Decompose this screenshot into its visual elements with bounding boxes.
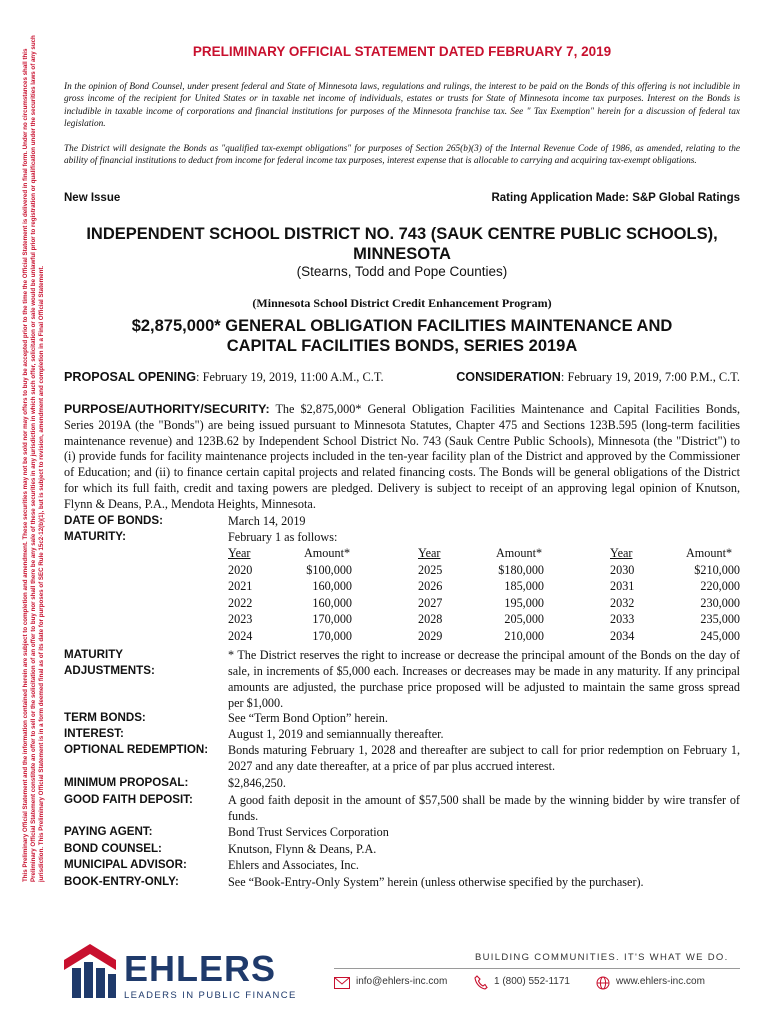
maturity-adjustments-value: * The District reserves the right to increase or decrease the principal amount of the Bonds on the day of sale, in increments of $5,000 each. Increases or decreases may be made in any maturity. If any principal amounts are adjusted, the purchase price proposed will be adjusted to maintain the same gross spread per $1,000. bbox=[228, 648, 740, 711]
maturity-year: 2029 bbox=[418, 629, 443, 643]
maturity-year: 2021 bbox=[228, 579, 253, 594]
maturity-amount: 170,000 bbox=[312, 612, 352, 627]
sidebar-notice-text: This Preliminary Official Statement and the information contained herein are subject to completion and amendment. These securities may not be sold nor may offers to buy be accepted prior to the time the Official Statement is delivered in final form. Under no circumstances shall this Preliminary Official Statement constitute an offer to sell or the solicitation of an offer to buy nor shall there be any sale of these securities in any jurisdiction in which such offer, solicitation or sale would be unlawful prior to registration or qualification under the securities laws of any such jurisdiction. This Preliminary Official Statement is in a form deemed final as of its date for purposes of SEC Rule 15c2-12(b)(1), but is subject to revision, amendment and completion in a Final Official Statement. bbox=[22, 35, 46, 882]
issuer-title bbox=[64, 224, 740, 264]
document-header: PRELIMINARY OFFICIAL STATEMENT DATED FEBRUARY 7, 2019 bbox=[192, 44, 612, 59]
maturity-year: 2025 bbox=[418, 562, 443, 577]
maturity-year: 2027 bbox=[418, 595, 443, 610]
tax-opinion-paragraph: In the opinion of Bond Counsel, under present federal and State of Minnesota laws, regulations and rulings, the interest to be paid on the Bonds of this offering is not includible in gross income of the recipient for United States or in taxable net income of individuals, estates or trusts for State of Minnesota income tax purposes. Interest on the Bonds is includible in taxable income of corporations and financial institutions for purposes of the Minnesota franchise tax. See " Tax Exemption" herein for a discussion of federal tax legislation. bbox=[64, 82, 740, 130]
maturity-amount: 245,000 bbox=[700, 629, 740, 643]
minimum-proposal-label: MINIMUM PROPOSAL: bbox=[64, 776, 189, 789]
consideration-value: : February 19, 2019, 7:00 P.M., C.T. bbox=[560, 370, 740, 384]
purpose-label: PURPOSE/AUTHORITY/SECURITY: bbox=[64, 402, 270, 416]
maturity-amount: 210,000 bbox=[504, 629, 544, 643]
bond-counsel-label: BOND COUNSEL: bbox=[64, 842, 162, 855]
issuer-title-line1: INDEPENDENT SCHOOL DISTRICT NO. 743 (SAUK CENTRE PUBLIC SCHOOLS), bbox=[86, 225, 718, 243]
new-issue-label: New Issue bbox=[64, 192, 121, 204]
bond-title-line1: $2,875,000* GENERAL OBLIGATION FACILITIES MAINTENANCE AND bbox=[131, 317, 673, 335]
amount-header: Amount* bbox=[496, 546, 543, 560]
maturity-year: 2020 bbox=[228, 562, 253, 577]
maturity-year: 2026 bbox=[418, 579, 443, 594]
purpose-text: The $2,875,000* General Obligation Facilities Maintenance and Capital Facilities Bonds, Series 2019A (the "Bonds") are being issued pursuant to Minnesota Statutes, Chapter 475 and Sections 123B.595 (long-term facilities maintenance revenue) and 123B.62 by Independent School District No. 743 (Sauk Centre Public Schools), Minnesota (the "District") to (i) provide funds for facility maintenance projects included in the ten-year facility plan of the District and approved by the Commissioner of Education; and (ii) to finance certain capital projects and related financing costs. The Bonds will be general obligations of the District for which its full faith, credit and taxing powers are pledged. Delivery is subject to receipt of an approving legal opinion of Knutson, Flynn & Deans, P.A., Mendota Heights, Minnesota. bbox=[64, 402, 740, 511]
optional-redemption-value: Bonds maturing February 1, 2028 and thereafter are subject to call for prior redemption on February 1, 2027 and any date thereafter, at a price of par plus accrued interest. bbox=[228, 743, 740, 774]
year-header: Year bbox=[228, 546, 251, 560]
interest-label: INTEREST: bbox=[64, 727, 124, 740]
book-entry-label: BOOK-ENTRY-ONLY: bbox=[64, 875, 179, 888]
ehlers-logo-icon bbox=[62, 942, 118, 1000]
book-entry-value: See “Book-Entry-Only System” herein (unless otherwise specified by the purchaser). bbox=[228, 875, 644, 889]
municipal-advisor-value: Ehlers and Associates, Inc. bbox=[228, 858, 359, 872]
maturity-amount: 205,000 bbox=[504, 612, 544, 627]
sidebar-notice bbox=[22, 20, 64, 882]
date-of-bonds-label: DATE OF BONDS: bbox=[64, 514, 163, 527]
maturity-year: 2033 bbox=[610, 612, 635, 627]
optional-redemption-label: OPTIONAL REDEMPTION: bbox=[64, 743, 209, 756]
maturity-amount: 195,000 bbox=[504, 595, 544, 610]
maturity-amount: 220,000 bbox=[700, 579, 740, 594]
maturity-amount: 230,000 bbox=[700, 595, 740, 610]
globe-icon bbox=[596, 976, 610, 990]
amount-header: Amount* bbox=[686, 546, 733, 560]
bond-counsel-value: Knutson, Flynn & Deans, P.A. bbox=[228, 842, 377, 856]
year-header: Year bbox=[418, 546, 441, 560]
logo-tagline: LEADERS IN PUBLIC FINANCE bbox=[124, 990, 297, 1001]
issuer-title-line2: MINNESOTA bbox=[353, 245, 451, 263]
paying-agent-value: Bond Trust Services Corporation bbox=[228, 825, 389, 839]
municipal-advisor-label: MUNICIPAL ADVISOR: bbox=[64, 858, 187, 871]
program-name: (Minnesota School District Credit Enhancement Program) bbox=[252, 296, 552, 310]
interest-value: August 1, 2019 and semiannually thereafter. bbox=[228, 727, 444, 741]
maturity-amount: 185,000 bbox=[504, 579, 544, 594]
year-header: Year bbox=[610, 546, 633, 560]
proposal-row bbox=[64, 370, 740, 386]
maturity-year: 2032 bbox=[610, 595, 635, 610]
phone-icon bbox=[474, 975, 488, 990]
phone-link[interactable]: 1 (800) 552-1171 bbox=[494, 976, 570, 987]
maturity-amount: 160,000 bbox=[312, 595, 352, 610]
bond-title bbox=[64, 316, 740, 356]
maturity-amount: 170,000 bbox=[312, 629, 352, 643]
term-bonds-label: TERM BONDS: bbox=[64, 711, 146, 724]
consideration-label: CONSIDERATION bbox=[456, 370, 561, 384]
maturity-year: 2031 bbox=[610, 579, 635, 594]
date-of-bonds-value: March 14, 2019 bbox=[228, 514, 306, 528]
bond-title-line2: CAPITAL FACILITIES BONDS, SERIES 2019A bbox=[226, 337, 578, 355]
maturity-amount: $100,000 bbox=[306, 562, 352, 577]
purpose-paragraph bbox=[64, 402, 740, 513]
maturity-amount: 235,000 bbox=[700, 612, 740, 627]
minimum-proposal-value: $2,846,250. bbox=[228, 776, 286, 790]
rating-label: Rating Application Made: S&P Global Ratings bbox=[491, 192, 740, 204]
maturity-amount: 160,000 bbox=[312, 579, 352, 594]
maturity-intro: February 1 as follows: bbox=[228, 530, 338, 544]
website-link[interactable]: www.ehlers-inc.com bbox=[616, 976, 705, 987]
maturity-year: 2023 bbox=[228, 612, 253, 627]
email-link[interactable]: info@ehlers-inc.com bbox=[356, 976, 448, 987]
mail-icon bbox=[334, 977, 350, 989]
maturity-year: 2028 bbox=[418, 612, 443, 627]
good-faith-label: GOOD FAITH DEPOSIT: bbox=[64, 793, 193, 806]
maturity-year: 2024 bbox=[228, 629, 253, 643]
issue-row bbox=[64, 192, 740, 204]
maturity-year: 2022 bbox=[228, 595, 253, 610]
maturity-year: 2030 bbox=[610, 562, 635, 577]
maturity-adjustments-label: MATURITY ADJUSTMENTS: bbox=[64, 648, 155, 678]
footer-divider bbox=[334, 968, 740, 969]
maturity-label: MATURITY: bbox=[64, 530, 127, 543]
maturity-year: 2034 bbox=[610, 629, 635, 643]
proposal-opening-label: PROPOSAL OPENING bbox=[64, 370, 197, 384]
good-faith-value: A good faith deposit in the amount of $57,500 shall be made by the winning bidder by wire transfer of funds. bbox=[228, 793, 740, 824]
term-bonds-value: See “Term Bond Option” herein. bbox=[228, 711, 388, 725]
qualified-obligations-paragraph: The District will designate the Bonds as "qualified tax-exempt obligations" for purposes of Section 265(b)(3) of the Internal Revenue Code of 1986, as amended, relating to the ability of financial institutions to deduct from income for federal income tax purposes, interest expense that is allocable to carrying and acquiring tax-exempt obligations. bbox=[64, 144, 740, 167]
maturity-amount: $180,000 bbox=[498, 562, 544, 577]
logo-wordmark: EHLERS bbox=[124, 948, 277, 989]
proposal-opening-value: : February 19, 2019, 11:00 A.M., C.T. bbox=[196, 370, 384, 384]
slogan: BUILDING COMMUNITIES. IT'S WHAT WE DO. bbox=[475, 952, 729, 963]
amount-header: Amount* bbox=[304, 546, 351, 560]
paying-agent-label: PAYING AGENT: bbox=[64, 825, 153, 838]
counties: (Stearns, Todd and Pope Counties) bbox=[296, 264, 508, 279]
maturity-amount: $210,000 bbox=[694, 562, 740, 577]
